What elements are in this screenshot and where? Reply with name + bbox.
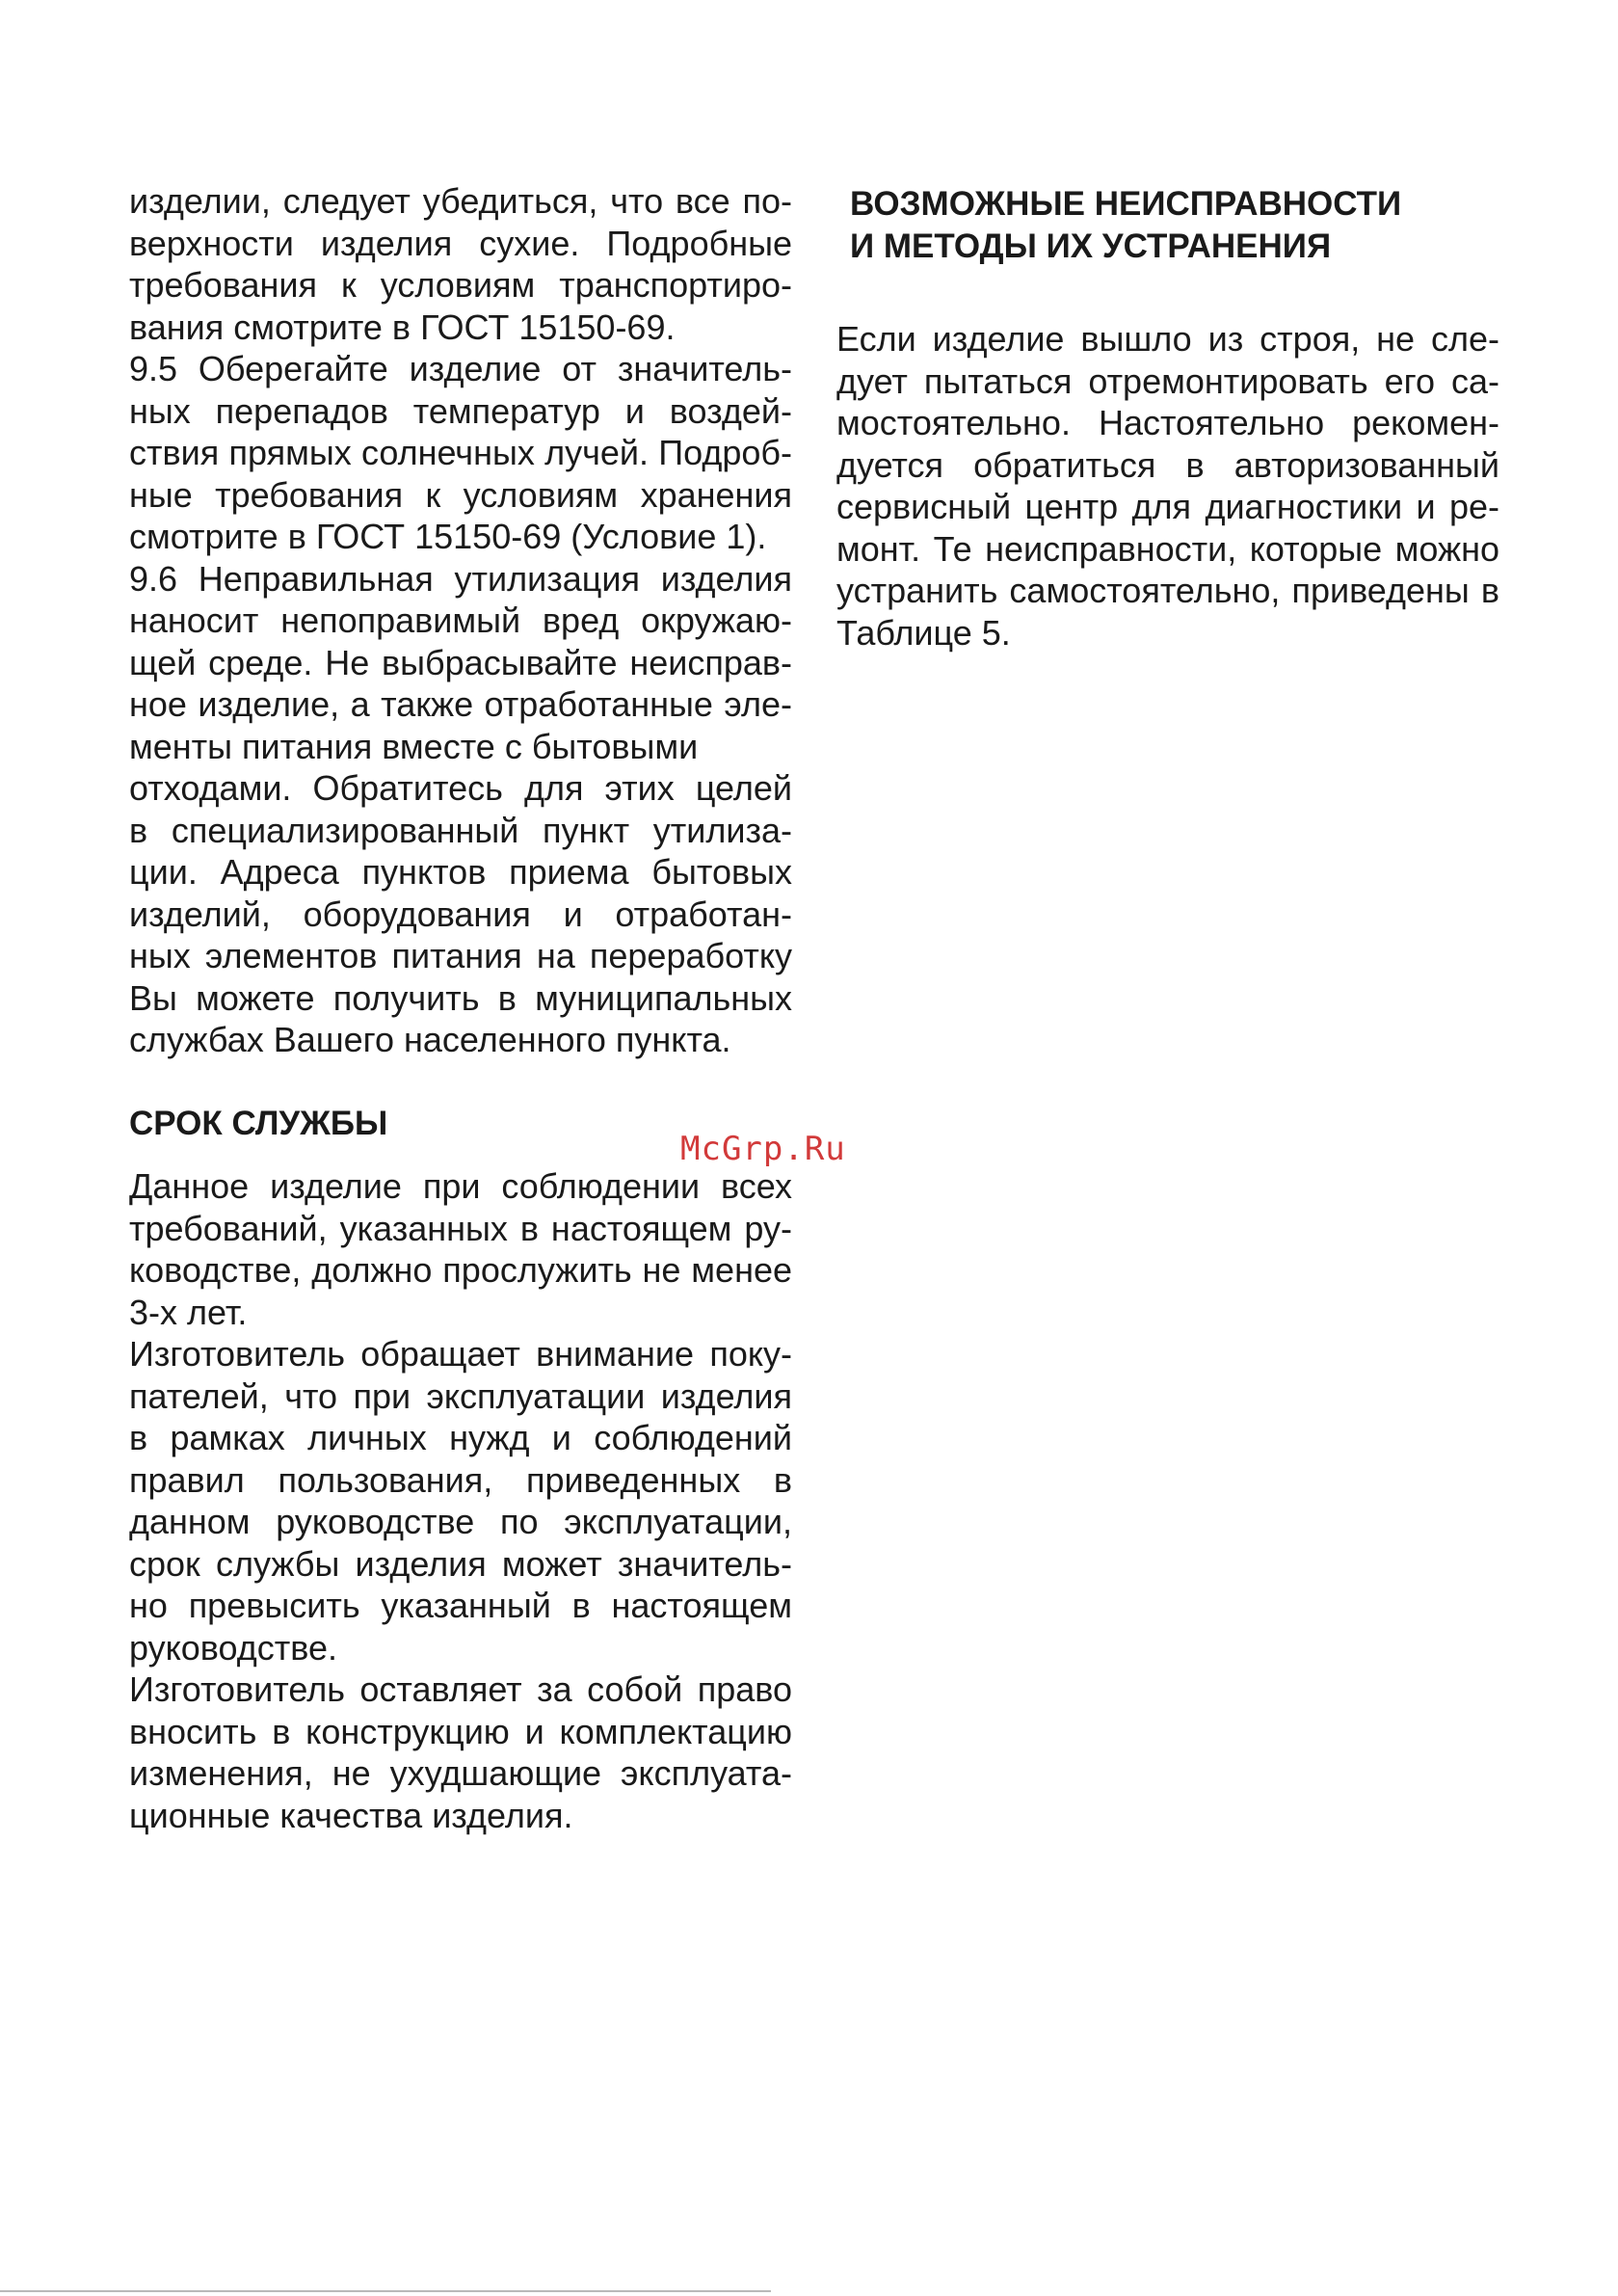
watermark: McGrp.Ru [680, 1130, 846, 1168]
right-column [836, 183, 1499, 654]
text-line: в рамках личных нужд и соблюдений [129, 1418, 792, 1457]
text-line: в специализированный пункт утилиза- [129, 810, 792, 850]
text-line: срок службы изделия может значитель- [129, 1543, 792, 1584]
bottom-rule [0, 2290, 771, 2292]
text-line: вания смотрите в ГОСТ 15150-69. [129, 307, 676, 347]
text-line: смотрите в ГОСТ 15150-69 (Условие 1). [129, 517, 767, 556]
text-line: изделии, следует убедиться, что все по- [129, 181, 792, 221]
text-line: 9.6 Неправильная утилизация изделия [129, 558, 792, 599]
text-line: руководстве. [129, 1627, 337, 1668]
service-life-text [129, 1165, 792, 1836]
malfunctions-heading-line-2: И МЕТОДЫ ИХ УСТРАНЕНИЯ [850, 227, 1332, 265]
text-line: дует пытаться отремонтировать его са- [836, 360, 1499, 401]
service-life-heading: СРОК СЛУЖБЫ [129, 1105, 388, 1142]
text-line: монт. Те неисправности, которые можно [836, 528, 1499, 569]
text-line: ное изделие, а также отработанные эле- [129, 684, 792, 724]
text-line: ных элементов питания на переработку [129, 936, 792, 975]
text-line: требования к условиям транспортиро- [129, 265, 792, 305]
text-line: Если изделие вышло из строя, не сле- [836, 319, 1499, 359]
text-line: ции. Адреса пунктов приема бытовых [129, 852, 792, 892]
text-line: изделий, оборудования и отработан- [129, 894, 792, 934]
text-line: вносить в конструкцию и комплектацию [129, 1711, 792, 1751]
text-line: щей среде. Не выбрасывайте неисправ- [129, 642, 792, 682]
text-line: верхности изделия сухие. Подробные [129, 223, 792, 263]
text-line: правил пользования, приведенных в [129, 1459, 792, 1500]
text-line: наносит непоправимый вред окружаю- [129, 601, 792, 640]
text-line: ные требования к условиям хранения [129, 474, 792, 515]
text-line: 3-х лет. [129, 1292, 248, 1332]
text-line: мостоятельно. Настоятельно рекомен- [836, 403, 1499, 442]
text-line: Изготовитель оставляет за собой право [129, 1669, 792, 1709]
text-line: Вы можете получить в муниципальных [129, 977, 792, 1018]
text-line: требований, указанных в настоящем ру- [129, 1208, 792, 1248]
text-line: Таблице 5. [836, 612, 1011, 653]
text-line: отходами. Обратитесь для этих целей [129, 768, 792, 808]
text-line: данном руководстве по эксплуатации, [129, 1502, 792, 1541]
text-line: ководстве, должно прослужить не менее [129, 1250, 792, 1290]
text-line: изменения, не ухудшающие эксплуата- [129, 1753, 792, 1793]
text-line: пателей, что при эксплуатации изделия [129, 1375, 792, 1416]
text-line: но превысить указанный в настоящем [129, 1586, 792, 1625]
text-line: ционные качества изделия. [129, 1795, 573, 1835]
text-line: 9.5 Оберегайте изделие от значитель- [129, 349, 792, 388]
malfunctions-text [836, 318, 1499, 654]
text-line: службах Вашего населенного пункта. [129, 1020, 731, 1059]
text-line: менты питания вместе с бытовыми [129, 726, 699, 766]
text-line: дуется обратиться в авторизованный [836, 444, 1499, 485]
text-line: устранить самостоятельно, приведены в [836, 571, 1499, 610]
text-line: ных перепадов температур и воздей- [129, 390, 792, 431]
malfunctions-heading [836, 183, 1499, 268]
left-column-text [129, 180, 792, 1061]
malfunctions-heading-line-1: ВОЗМОЖНЫЕ НЕИСПРАВНОСТИ [850, 185, 1402, 223]
text-line: сервисный центр для диагностики и ре- [836, 487, 1499, 526]
text-line: ствия прямых солнечных лучей. Подроб- [129, 433, 792, 472]
text-line: Данное изделие при соблюдении всех [129, 1166, 792, 1206]
text-line: Изготовитель обращает внимание поку- [129, 1334, 792, 1374]
